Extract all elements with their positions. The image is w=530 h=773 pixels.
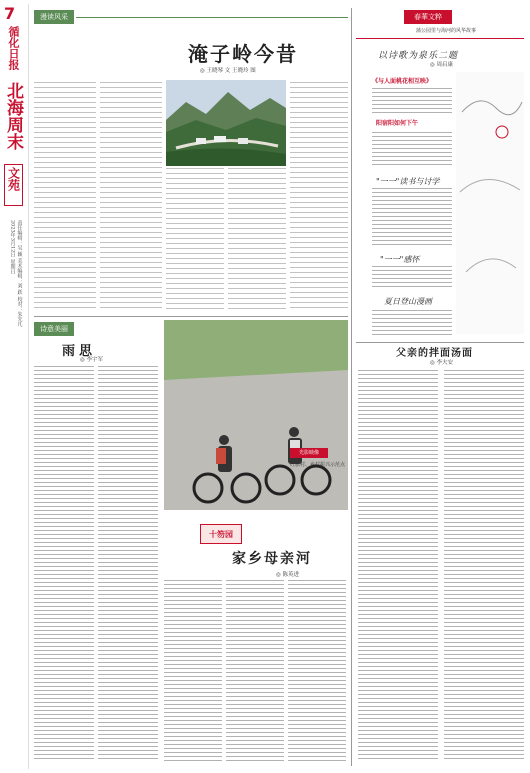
article2-title: 雨思 [62,344,97,359]
weekly-name: 北海周末 [3,82,23,150]
photo-tag: 光影映像 [290,448,328,458]
poem-group-byline: ◎ 周启康 [430,62,454,68]
landscape-photo [166,80,286,166]
poem1-body [372,88,452,114]
masthead [0,0,26,773]
page-number: 7 [4,4,16,23]
essay-col-1 [358,370,438,762]
main-article-col-1 [34,82,96,312]
main-article-col-4 [228,168,286,312]
poem4-body [372,266,452,290]
essay-col-2 [444,370,524,762]
article3-col-1 [164,580,222,762]
section-label: 文苑 [6,167,21,191]
article3-byline: ◎ 陈英进 [276,572,300,578]
right-section-tag: 春華文粹 [404,10,452,24]
main-article-col-2 [100,82,162,312]
cyclists-photo [164,320,348,510]
right-subtitle: 蒲公园里与海河的风华故事 [415,28,476,34]
date-line: 2023年3月12日 星期日 [9,220,16,274]
section-name [4,164,23,206]
poem3-title: "一一"读书与讨学 [376,177,440,186]
poem2-body [372,132,452,168]
poem4-title: "一一"感怀 [380,255,420,264]
main-article-title: 淹子岭今昔 [188,42,298,66]
main-article-col-3 [166,168,224,312]
ink-illustration [456,72,524,334]
article3-title: 家乡母亲河 [232,551,312,567]
main-article-col-5 [290,82,348,312]
article2-col-1 [34,366,94,762]
essay-byline: ◎ 李夫安 [430,360,454,366]
poem2-title: 阳宿阳如何下午 [376,120,419,127]
poem3-body [372,188,452,246]
paper-name: 循化日报 [7,26,20,70]
editor-line: 责任编辑：吴 颖 美术编辑：刘 跃 校对：朱先凡 [16,220,23,327]
photo-caption: 红旗村、乡村振兴示范点 [290,462,346,468]
poem1-title: 《与人面桃花相互映》 [372,78,433,85]
poem-group-title: 以诗歌为泉乐二题 [378,51,459,61]
poem5-body [372,310,452,338]
article2-col-2 [98,366,158,762]
article3-col-3 [288,580,346,762]
poem5-title: 夏日登山漫画 [384,297,432,306]
top-section-tag: 漫读风采 [34,10,74,24]
article3-tag-label: 十笏园 [209,529,233,539]
article2-tag: 诗意美丽 [34,322,74,336]
article3-tag [200,524,242,544]
article3-col-2 [226,580,284,762]
article2-byline: ◎ 李宇军 [80,357,104,363]
essay-title: 父亲的拌面汤面 [396,348,473,359]
main-article-byline: ◎ 王晓琴 文 王晓玲 图 [200,68,256,74]
